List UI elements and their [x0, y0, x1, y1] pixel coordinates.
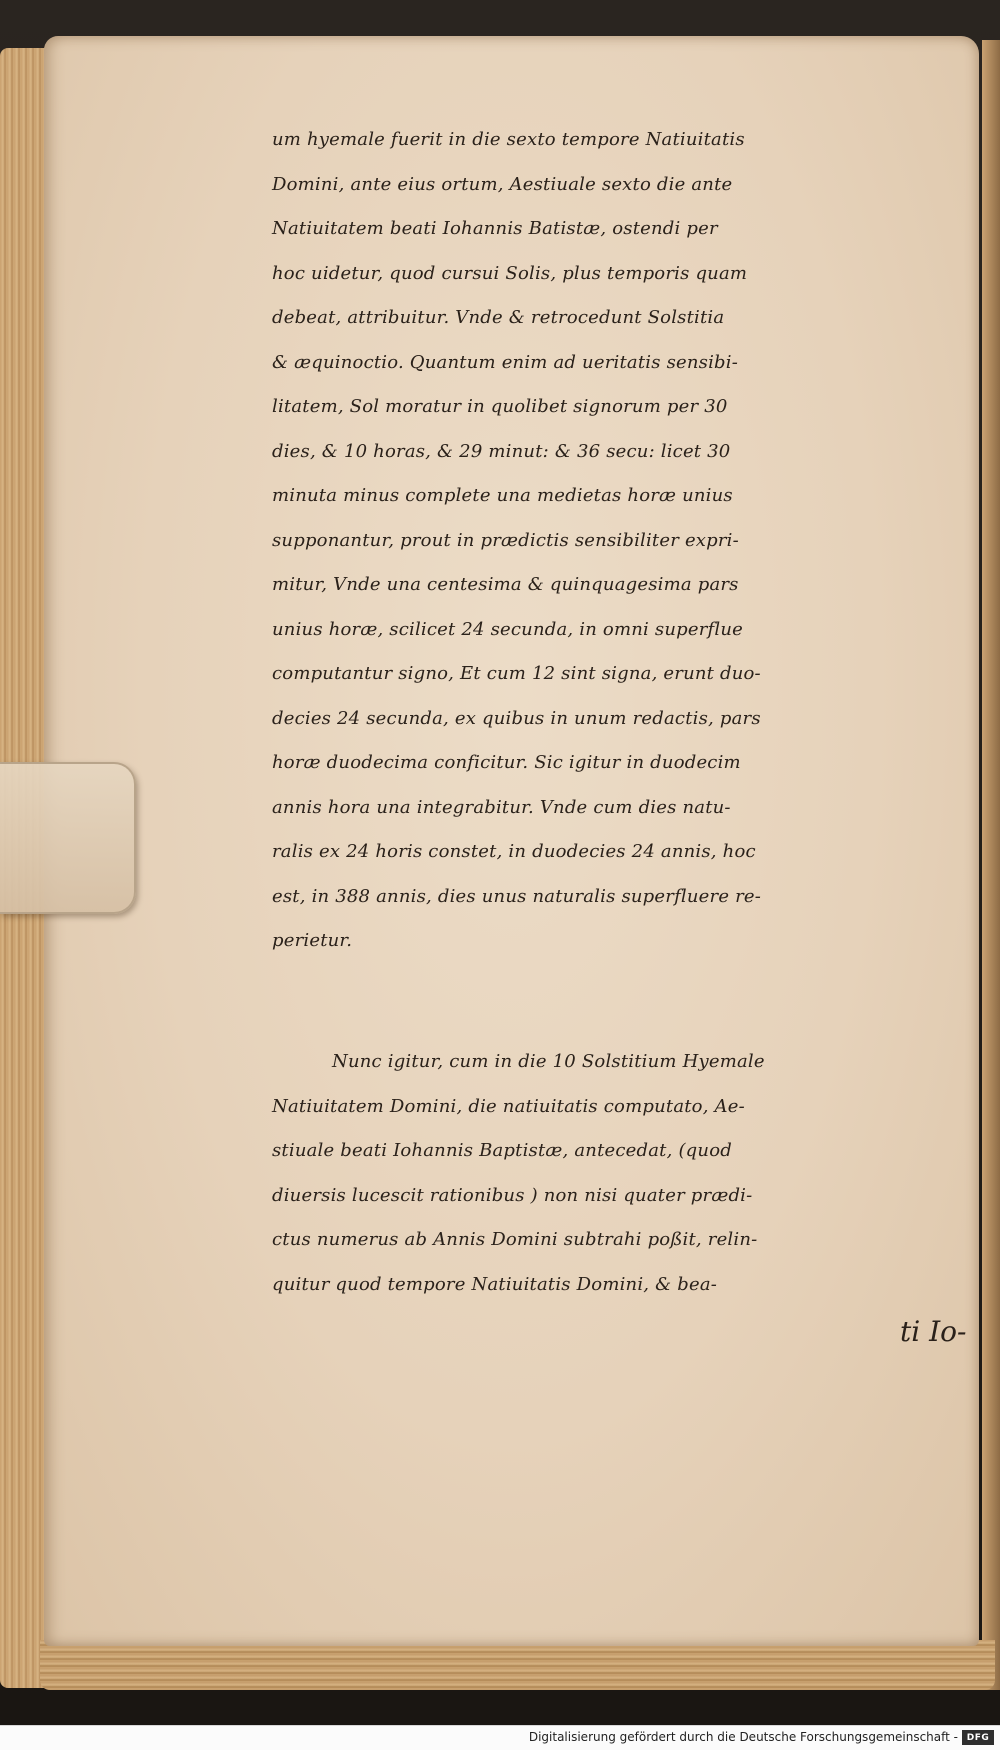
book-bottom-edge: [40, 1640, 995, 1690]
paragraph-1-line: decies 24 secunda, ex quibus in unum redactis, pars: [272, 707, 761, 729]
dfg-logo: DFG: [962, 1730, 994, 1745]
paragraph-2: [272, 1040, 977, 1307]
paragraph-1-line: hoc uidetur, quod cursui Solis, plus temporis quam: [272, 262, 748, 284]
page-clip: [0, 762, 136, 914]
paragraph-2-line: Natiuitatem Domini, die natiuitatis computato, Ae-: [272, 1095, 745, 1117]
paragraph-1-line: computantur signo, Et cum 12 sint signa, erunt duo-: [272, 663, 761, 684]
paragraph-1-line: unius horæ, scilicet 24 secunda, in omni superflue: [272, 618, 743, 640]
paragraph-1-line: litatem, Sol moratur in quolibet signorum per 30: [272, 396, 728, 417]
paragraph-1-line: Domini, ante eius ortum, Aestiuale sexto die ante: [272, 173, 733, 195]
paragraph-1: [272, 118, 977, 964]
paragraph-1-line: & æquinoctio. Quantum enim ad ueritatis sensibi-: [272, 351, 739, 373]
paragraph-2-line: stiuale beati Iohannis Baptistæ, antecedat, (quod: [272, 1140, 732, 1161]
book-right-edge: [982, 40, 1000, 1690]
paragraph-1-line: perietur.: [272, 930, 353, 951]
paragraph-1-line: horæ duodecima conficitur. Sic igitur in duodecim: [272, 752, 741, 773]
catchword: ti Io-: [900, 1315, 967, 1348]
paragraph-2-line: Nunc igitur, cum in die 10 Solstitium Hyemale: [332, 1051, 765, 1072]
paragraph-1-line: ralis ex 24 horis constet, in duodecies 24 annis, hoc: [272, 841, 756, 862]
paragraph-1-line: um hyemale fuerit in die sexto tempore Natiuitatis: [272, 129, 745, 150]
paragraph-1-line: est, in 388 annis, dies unus naturalis superfluere re-: [272, 885, 762, 907]
paragraph-1-line: supponantur, prout in prædictis sensibiliter expri-: [272, 529, 739, 551]
paragraph-1-line: dies, & 10 horas, & 29 minut: & 36 secu: licet 30: [272, 440, 731, 462]
paragraph-1-line: Natiuitatem beati Iohannis Batistæ, ostendi per: [272, 218, 718, 239]
paragraph-2-line: diuersis lucescit rationibus ) non nisi quater prædi-: [272, 1184, 753, 1206]
footer-credit: Digitalisierung gefördert durch die Deutsche Forschungsgemeinschaft -: [528, 1730, 958, 1744]
paragraph-1-line: mitur, Vnde una centesima & quinquagesima pars: [272, 574, 739, 595]
paragraph-1-line: minuta minus complete una medietas horæ unius: [272, 485, 733, 506]
paragraph-2-line: quitur quod tempore Natiuitatis Domini, & bea-: [272, 1273, 718, 1295]
paragraph-1-line: annis hora una integrabitur. Vnde cum dies natu-: [272, 796, 731, 818]
paragraph-2-line: ctus numerus ab Annis Domini subtrahi poßit, relin-: [272, 1229, 758, 1250]
paragraph-1-line: debeat, attribuitur. Vnde & retrocedunt Solstitia: [272, 307, 725, 328]
digitization-footer: [0, 1725, 1000, 1750]
